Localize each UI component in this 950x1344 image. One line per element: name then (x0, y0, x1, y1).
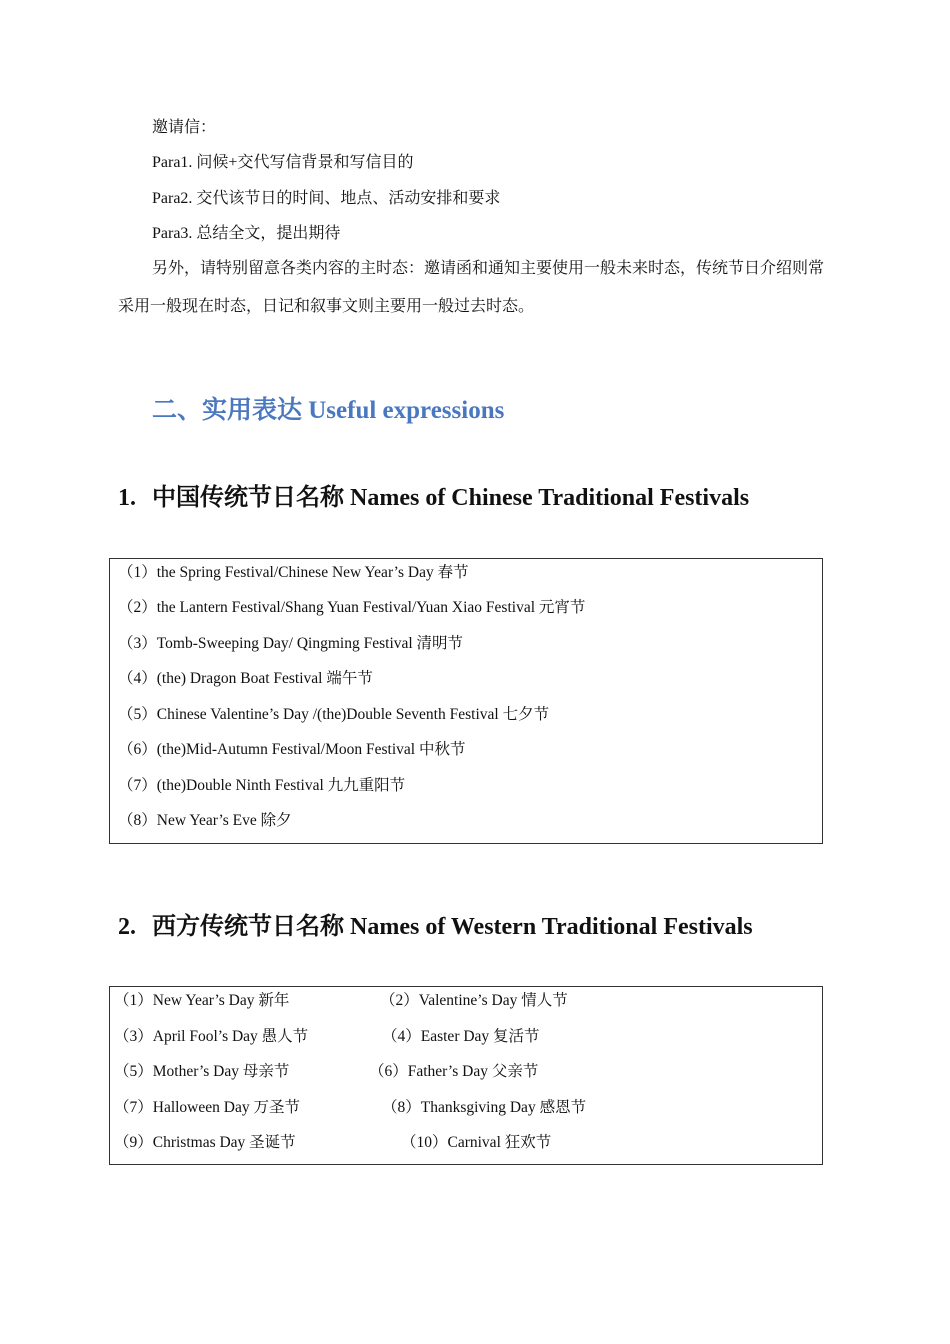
western-item-left: （5）Mother’s Day 母亲节 (114, 1063, 290, 1080)
intro-para3: Para3. 总结全文，提出期待 (152, 225, 341, 242)
tense-note: 另外，请特别留意各类内容的主时态：邀请函和通知主要使用一般未来时态，传统节日介绍则常采用一般现在时态，日记和叙事文则主要用一般过去时态。 (118, 260, 825, 315)
chinese-heading-text: 中国传统节日名称 Names of Chinese Traditional Festivals (152, 485, 750, 511)
chinese-festivals-box (109, 558, 823, 844)
western-item-left: （7）Halloween Day 万圣节 (114, 1099, 300, 1116)
intro-label: 邀请信： (152, 119, 217, 136)
list-item: （7）(the)Double Ninth Festival 九九重阳节 (118, 777, 406, 794)
list-item: （4）(the) Dragon Boat Festival 端午节 (118, 670, 373, 687)
intro-para1: Para1. 问候+交代写信背景和写信目的 (152, 154, 414, 171)
list-item: （8）New Year’s Eve 除夕 (118, 812, 292, 829)
list-item: （6）(the)Mid-Autumn Festival/Moon Festival 中秋节 (118, 741, 466, 758)
chinese-heading-number: 1. (118, 485, 136, 511)
list-item: （2）the Lantern Festival/Shang Yuan Festival/Yuan Xiao Festival 元宵节 (118, 599, 586, 616)
western-item-left: （9）Christmas Day 圣诞节 (114, 1134, 296, 1151)
western-item-right: （8）Thanksgiving Day 感恩节 (382, 1099, 587, 1116)
western-heading-text: 西方传统节日名称 Names of Western Traditional Festivals (152, 914, 753, 940)
western-item-right: （4）Easter Day 复活节 (382, 1028, 540, 1045)
western-festivals-heading (118, 911, 753, 943)
section-title: 二、实用表达 Useful expressions (152, 397, 505, 424)
chinese-festivals-heading (118, 482, 749, 514)
list-item: （5）Chinese Valentine’s Day /(the)Double Seventh Festival 七夕节 (118, 706, 550, 723)
intro-para2: Para2. 交代该节日的时间、地点、活动安排和要求 (152, 190, 501, 207)
western-heading-number: 2. (118, 914, 136, 940)
list-item: （3）Tomb-Sweeping Day/ Qingming Festival 清明节 (118, 635, 464, 652)
western-item-left: （3）April Fool’s Day 愚人节 (114, 1028, 309, 1045)
western-festivals-box (109, 986, 823, 1165)
list-item: （1）the Spring Festival/Chinese New Year’s Day 春节 (118, 564, 469, 581)
western-item-left: （1）New Year’s Day 新年 (114, 992, 290, 1009)
western-item-right: （2）Valentine’s Day 情人节 (380, 992, 568, 1009)
western-item-right: （10）Carnival 狂欢节 (401, 1134, 552, 1151)
western-item-right: （6）Father’s Day 父亲节 (369, 1063, 539, 1080)
